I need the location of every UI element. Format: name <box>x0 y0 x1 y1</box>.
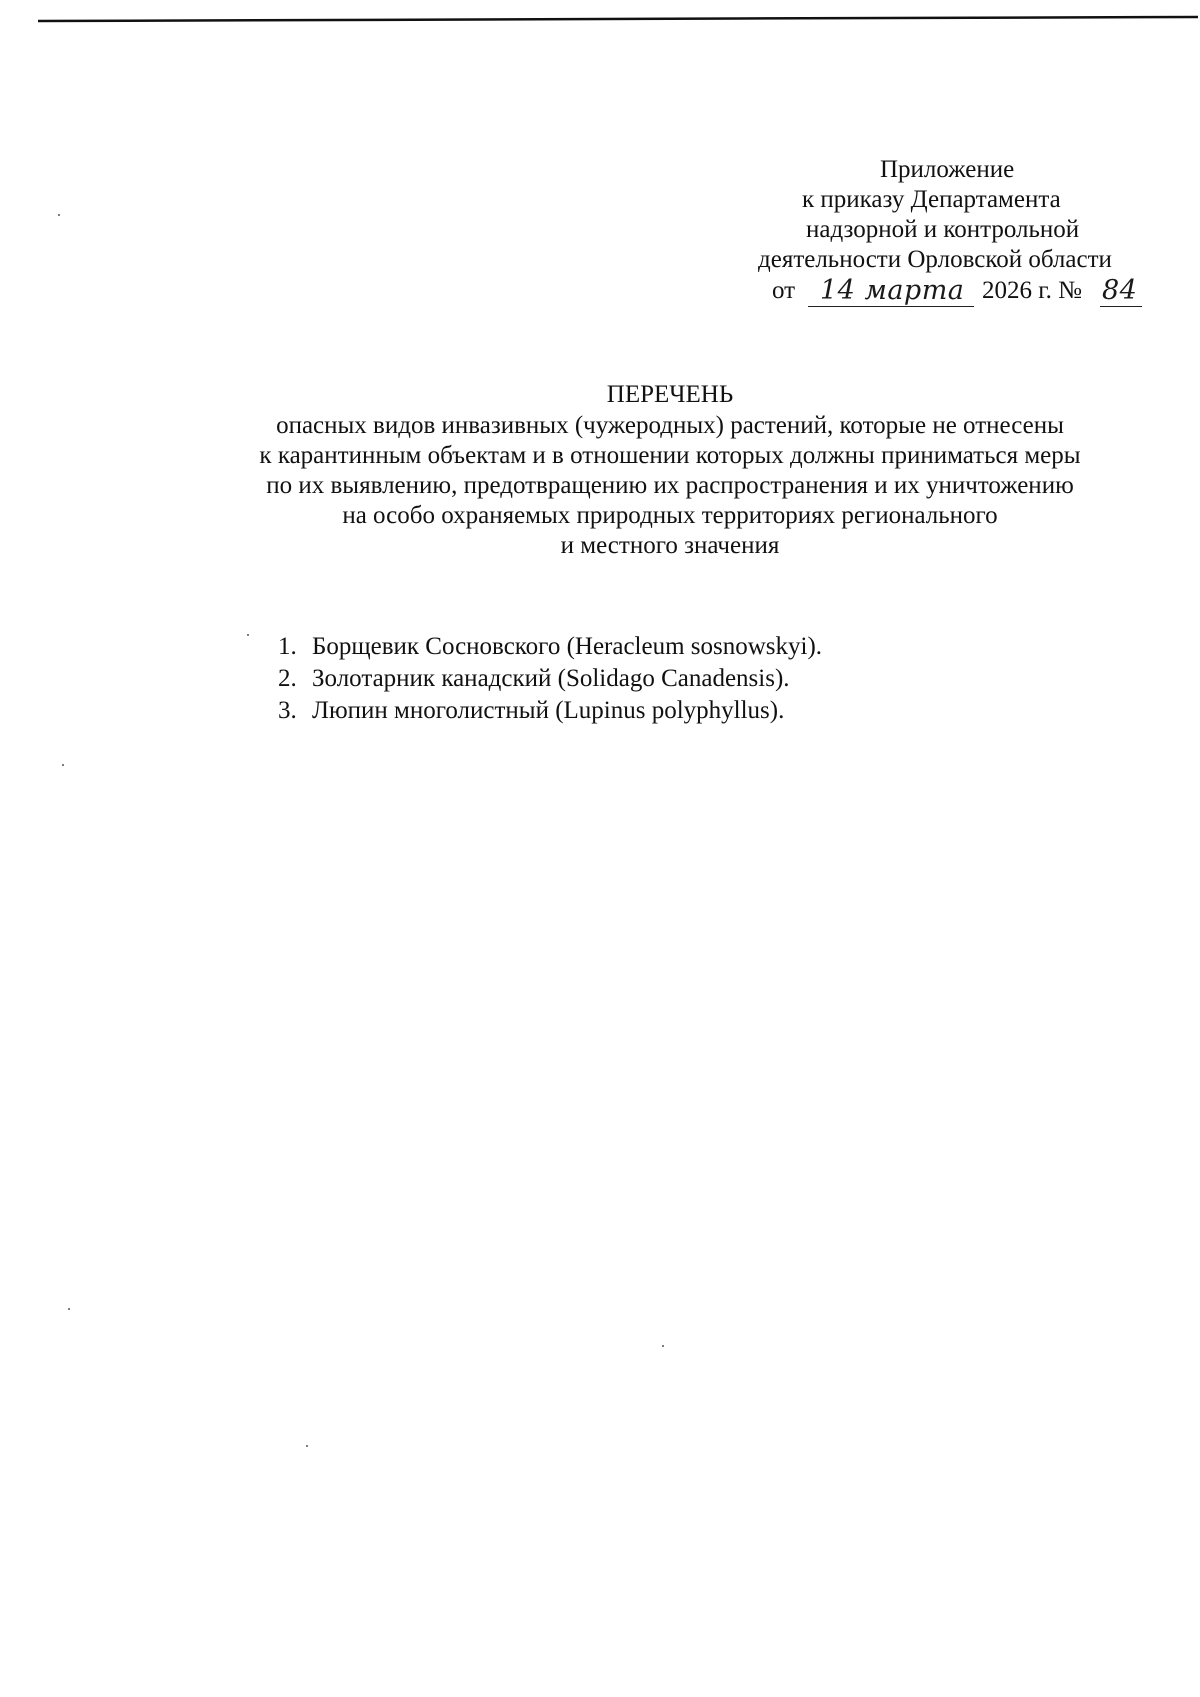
order-date-line <box>720 276 1200 310</box>
scan-speck <box>662 1345 664 1347</box>
scan-speck <box>247 634 249 636</box>
species-list <box>278 632 822 728</box>
list-item <box>278 632 822 662</box>
appendix-region-line: деятельности Орловской области <box>758 246 1112 273</box>
title-heading: ПЕРЕЧЕНЬ <box>606 381 734 408</box>
list-item-number: 3. <box>278 697 297 724</box>
handwritten-date: 14 марта <box>820 275 965 306</box>
scan-speck <box>62 764 64 766</box>
date-prefix: от <box>772 277 796 304</box>
list-item <box>278 664 822 694</box>
appendix-department-line: надзорной и контрольной <box>806 216 1080 243</box>
list-item-text: Золотарник канадский (Solidago Canadensis). <box>312 665 790 692</box>
title-line: опасных видов инвазивных (чужеродных) растений, которые не отнесены <box>276 412 1064 439</box>
list-item-text: Борщевик Сосновского (Heracleum sosnowskyi). <box>312 633 823 660</box>
document-title <box>170 380 1170 561</box>
title-line: к карантинным объектам и в отношении которых должны приниматься меры <box>259 442 1081 469</box>
number-underline <box>1100 306 1142 307</box>
title-line: по их выявлению, предотвращению их распространения и их уничтожению <box>266 472 1074 499</box>
handwritten-number: 84 <box>1102 275 1138 306</box>
date-underline <box>808 306 974 307</box>
list-item-number: 2. <box>278 665 297 692</box>
top-border-line <box>38 14 1198 24</box>
list-item-number: 1. <box>278 633 297 660</box>
appendix-order-ref: к приказу Департамента <box>802 186 1061 213</box>
title-line: на особо охраняемых природных территориях регионального <box>342 502 998 529</box>
year-and-number-label: 2026 г. № <box>982 277 1083 304</box>
title-line: и местного значения <box>560 532 780 559</box>
list-item-text: Люпин многолистный (Lupinus polyphyllus). <box>312 697 785 724</box>
scan-speck <box>68 1308 70 1310</box>
appendix-header <box>720 155 1200 310</box>
list-item <box>278 696 822 726</box>
appendix-label: Приложение <box>880 156 1015 183</box>
scan-speck <box>306 1445 308 1447</box>
scan-speck <box>58 214 60 216</box>
